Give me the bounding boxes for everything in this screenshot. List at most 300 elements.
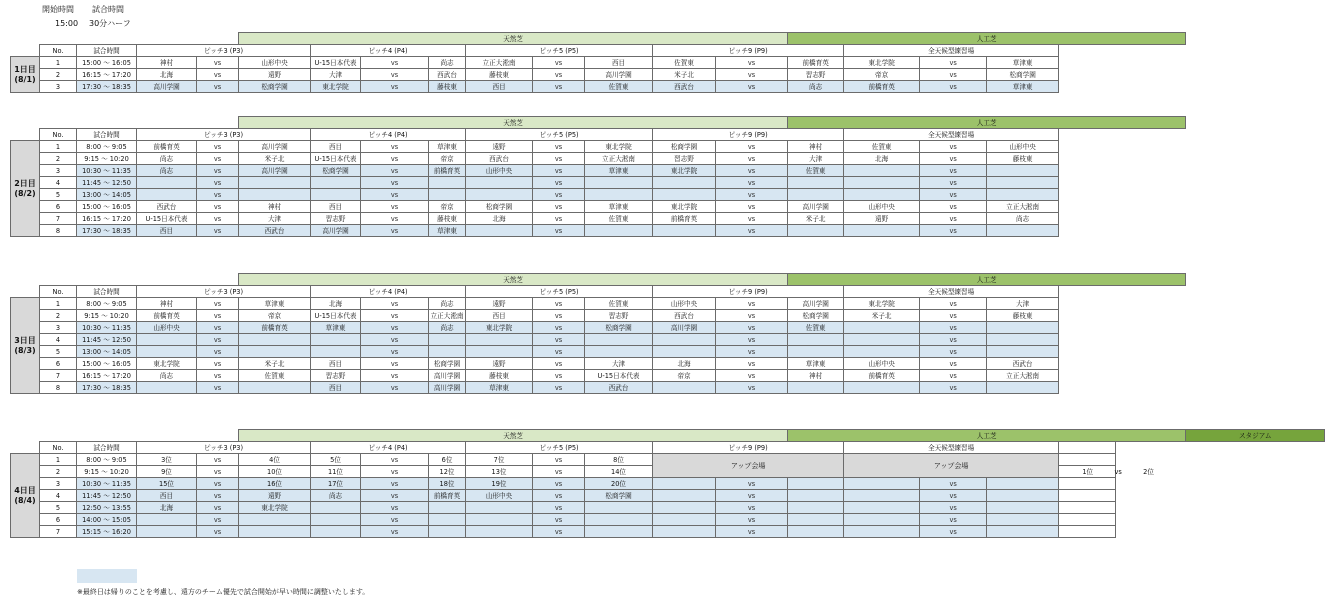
away-team: 18位 [429,478,466,490]
away-team [987,382,1059,394]
away-team: 大津 [788,153,844,165]
vs-label: vs [920,478,987,490]
away-team: 東北学院 [585,141,653,153]
pitch-header: ピッチ3 (P3) [137,442,311,454]
vs-label: vs [716,370,788,382]
away-team: 藤枝東 [987,310,1059,322]
home-team: 5位 [311,454,361,466]
blank-cell [11,45,40,57]
home-team [653,382,716,394]
home-team: 西目 [311,141,361,153]
match-no: 6 [40,514,77,526]
away-team: U-15日本代表 [585,370,653,382]
away-team [987,526,1059,538]
time-header: 試合時間 [77,442,137,454]
away-team [585,346,653,358]
stadium-empty [1059,478,1116,490]
day-label [11,454,40,538]
away-team [239,189,311,201]
away-team: 松商学園 [239,81,311,93]
match-time: 13:00 ～ 14:05 [77,346,137,358]
away-team: 山形中央 [239,57,311,69]
vs-label: vs [920,201,987,213]
away-team: 前橋育英 [239,322,311,334]
home-team [653,177,716,189]
vs-label: vs [716,298,788,310]
vs-label: vs [716,526,788,538]
vs-label: vs [716,346,788,358]
vs-label: vs [533,322,585,334]
final-vs: vs [1114,467,1122,476]
match-time: 15:00 ～ 16:05 [77,57,137,69]
away-team [987,346,1059,358]
away-team: 西武台 [239,225,311,237]
vs-label: vs [533,310,585,322]
away-team [429,502,466,514]
blank-cell [11,430,77,442]
vs-label: vs [533,81,585,93]
away-team: 12位 [429,466,466,478]
day-date: (8/3) [14,345,36,355]
match-time: 8:00 ～ 9:05 [77,141,137,153]
away-team: 帝京 [429,153,466,165]
home-team: 北海 [466,213,533,225]
away-team: 松商学園 [429,358,466,370]
vs-label: vs [361,298,429,310]
vs-label: vs [197,370,239,382]
home-team: 山形中央 [466,165,533,177]
away-team [585,502,653,514]
day-number: 2日目 [14,178,36,188]
home-team [844,514,920,526]
pitch-header: ピッチ9 (P9) [653,286,844,298]
away-team: 4位 [239,454,311,466]
away-team: 前橋育英 [429,490,466,502]
match-time: 14:00 ～ 15:05 [77,514,137,526]
home-team: 東北学院 [137,358,197,370]
home-team [653,502,716,514]
home-team: 13位 [466,466,533,478]
home-team: 高川学園 [653,322,716,334]
away-team: 20位 [585,478,653,490]
home-team: 17位 [311,478,361,490]
away-team: 松商学園 [788,310,844,322]
stadium-subheader [1059,442,1116,454]
away-team: 草津東 [429,141,466,153]
away-team: 遠野 [239,69,311,81]
away-team: 草津東 [585,165,653,177]
vs-label: vs [716,81,788,93]
away-team: 大津 [987,298,1059,310]
home-team: 東北学院 [653,165,716,177]
pitch-header: ピッチ4 (P4) [311,442,466,454]
vs-label: vs [361,490,429,502]
vs-label: vs [361,81,429,93]
match-no: 1 [40,298,77,310]
match-time: 17:30 ～ 18:35 [77,225,137,237]
blank-cell [77,117,239,129]
home-team: 習志野 [311,370,361,382]
home-team [137,346,197,358]
start-time-label: 開始時間 [42,5,74,14]
day-number: 3日目 [14,335,36,345]
home-team [466,514,533,526]
vs-label: vs [920,225,987,237]
away-team: 佐賀東 [239,370,311,382]
vs-label: vs [533,177,585,189]
vs-label: vs [361,213,429,225]
pitch-header: ピッチ4 (P4) [311,129,466,141]
schedule-row [11,165,1186,177]
vs-label: vs [716,153,788,165]
match-time: 9:15 ～ 10:20 [77,310,137,322]
schedule-row [11,213,1186,225]
home-team: 帝京 [844,69,920,81]
schedule-row [11,177,1186,189]
vs-label: vs [533,225,585,237]
home-team [137,382,197,394]
away-team [585,225,653,237]
match-time: 15:00 ～ 16:05 [77,358,137,370]
home-team: 9位 [137,466,197,478]
day-number: 4日目 [14,485,36,495]
home-team: 松商学園 [311,165,361,177]
vs-label: vs [716,165,788,177]
vs-label: vs [361,69,429,81]
match-no: 2 [40,310,77,322]
vs-label: vs [716,225,788,237]
vs-label: vs [197,466,239,478]
home-team: 米子北 [653,69,716,81]
stadium-final-match [1059,466,1154,478]
home-team: 前橋育英 [653,213,716,225]
pitch-header: ピッチ9 (P9) [653,129,844,141]
vs-label: vs [361,370,429,382]
time-header: 試合時間 [77,286,137,298]
home-team: 佐賀東 [653,57,716,69]
vs-label: vs [920,382,987,394]
schedule-row [11,454,1325,466]
away-team [429,334,466,346]
home-team: 山形中央 [844,358,920,370]
home-team: 神村 [137,298,197,310]
home-team: U-15日本代表 [311,310,361,322]
vs-label: vs [197,322,239,334]
vs-label: vs [533,454,585,466]
footnote: ※最終日は帰りのことを考慮し、遠方のチーム優先で試合開始が早い時間に調整いたします。 [77,588,370,596]
away-team: 前橋育英 [429,165,466,177]
vs-label: vs [197,153,239,165]
vs-label: vs [533,346,585,358]
start-time-value: 15:00 [55,19,79,28]
match-time: 10:30 ～ 11:35 [77,322,137,334]
away-team: 草津東 [585,201,653,213]
schedule-row [11,153,1186,165]
home-team: 尚志 [137,153,197,165]
pitch-header: ピッチ5 (P5) [466,442,653,454]
vs-label: vs [197,298,239,310]
vs-label: vs [197,141,239,153]
away-team [585,177,653,189]
away-team: 立正大淞南 [987,201,1059,213]
home-team [653,225,716,237]
home-team: 藤枝東 [466,370,533,382]
vs-label: vs [361,466,429,478]
vs-label: vs [197,57,239,69]
home-team [311,189,361,201]
away-team [788,334,844,346]
away-team: 尚志 [429,298,466,310]
away-team [239,177,311,189]
vs-label: vs [361,310,429,322]
home-team [653,189,716,201]
away-team: 西目 [585,57,653,69]
home-team: 西武台 [653,81,716,93]
pitch-header: 全天候型練習場 [844,286,1059,298]
away-team: 帝京 [429,201,466,213]
home-team: 習志野 [311,213,361,225]
blank-cell [11,274,77,286]
stadium-empty [1059,454,1116,466]
home-team [844,189,920,201]
away-team [788,526,844,538]
match-no: 1 [40,141,77,153]
vs-label: vs [716,141,788,153]
match-no: 7 [40,526,77,538]
match-time: 13:00 ～ 14:05 [77,189,137,201]
home-team: 3位 [137,454,197,466]
final-away: 2位 [1143,467,1154,476]
home-team: 大津 [311,69,361,81]
away-team: 佐賀東 [788,165,844,177]
home-team: 尚志 [137,165,197,177]
home-team: 高川学園 [137,81,197,93]
day-label [11,57,40,93]
home-team: 前橋育英 [137,141,197,153]
home-team: 19位 [466,478,533,490]
vs-label: vs [920,81,987,93]
away-team: 草津東 [987,57,1059,69]
pitch-header: ピッチ3 (P3) [137,129,311,141]
no-header: No. [40,442,77,454]
away-team [585,514,653,526]
away-team: 14位 [585,466,653,478]
home-team [311,346,361,358]
match-time: 10:30 ～ 11:35 [77,478,137,490]
away-team: 松商学園 [585,490,653,502]
vs-label: vs [197,358,239,370]
vs-label: vs [197,382,239,394]
schedule-row [11,346,1186,358]
vs-label: vs [920,213,987,225]
vs-label: vs [197,213,239,225]
home-team: 7位 [466,454,533,466]
pitch-header: ピッチ9 (P9) [653,45,844,57]
away-team: 高川学園 [429,370,466,382]
home-team [653,526,716,538]
home-team: 北海 [844,153,920,165]
away-team [788,382,844,394]
vs-label: vs [361,165,429,177]
vs-label: vs [716,490,788,502]
away-team: 8位 [585,454,653,466]
day-date: (8/2) [14,188,36,198]
home-team: 西目 [311,358,361,370]
away-team: 佐賀東 [585,298,653,310]
match-no: 2 [40,69,77,81]
away-team [788,502,844,514]
home-team [137,514,197,526]
away-team [987,225,1059,237]
vs-label: vs [716,358,788,370]
vs-label: vs [920,346,987,358]
home-team [844,165,920,177]
vs-label: vs [920,153,987,165]
home-team: 立正大淞南 [466,57,533,69]
home-team [311,177,361,189]
away-team: 草津東 [239,298,311,310]
vs-label: vs [533,502,585,514]
away-team: 16位 [239,478,311,490]
vs-label: vs [920,358,987,370]
home-team [844,502,920,514]
home-team: 前橋育英 [844,81,920,93]
home-team: 北海 [137,502,197,514]
away-team: 大津 [239,213,311,225]
vs-label: vs [920,370,987,382]
natural-grass-header: 天然芝 [239,117,788,129]
vs-label: vs [716,201,788,213]
home-team [653,346,716,358]
vs-label: vs [197,201,239,213]
schedule-row [11,81,1186,93]
away-team [987,165,1059,177]
match-time: 16:15 ～ 17:20 [77,69,137,81]
vs-label: vs [533,490,585,502]
match-time: 11:45 ～ 12:50 [77,490,137,502]
vs-label: vs [716,310,788,322]
away-team [239,382,311,394]
away-team: 神村 [788,141,844,153]
away-team: 米子北 [239,153,311,165]
warmup-area-p9: アップ会場 [653,454,844,478]
vs-label: vs [920,165,987,177]
vs-label: vs [197,346,239,358]
away-team: 佐賀東 [585,213,653,225]
pitch-header: ピッチ3 (P3) [137,45,311,57]
pitch-header: 全天候型練習場 [844,45,1059,57]
home-team: 高川学園 [311,225,361,237]
vs-label: vs [716,478,788,490]
home-team [311,514,361,526]
away-team [987,177,1059,189]
home-team: 山形中央 [137,322,197,334]
vs-label: vs [197,310,239,322]
away-team [987,322,1059,334]
vs-label: vs [361,201,429,213]
home-team: 前橋育英 [137,310,197,322]
schedule-row [11,57,1186,69]
away-team [239,346,311,358]
away-team [429,526,466,538]
no-header: No. [40,129,77,141]
home-team: 西目 [311,382,361,394]
duration-value: 30分ハーフ [89,19,131,28]
match-time: 8:00 ～ 9:05 [77,298,137,310]
away-team: 佐賀東 [788,322,844,334]
vs-label: vs [533,526,585,538]
away-team [987,478,1059,490]
vs-label: vs [533,334,585,346]
warmup-area-indoor: アップ会場 [844,454,1059,478]
away-team: 高川学園 [788,298,844,310]
vs-label: vs [920,322,987,334]
home-team [466,526,533,538]
match-no: 5 [40,346,77,358]
away-team [987,490,1059,502]
away-team [788,478,844,490]
stadium-empty [1059,490,1116,502]
vs-label: vs [361,454,429,466]
schedule-row [11,370,1186,382]
home-team: 東北学院 [844,298,920,310]
match-no: 1 [40,57,77,69]
home-team [137,526,197,538]
home-team: 尚志 [311,490,361,502]
match-time: 9:15 ～ 10:20 [77,466,137,478]
away-team: 草津東 [429,225,466,237]
away-team [788,490,844,502]
vs-label: vs [920,177,987,189]
home-team [466,225,533,237]
vs-label: vs [716,514,788,526]
home-team: 山形中央 [653,298,716,310]
vs-label: vs [361,526,429,538]
home-team: 西目 [137,490,197,502]
away-team: 藤枝東 [987,153,1059,165]
schedule-row [11,201,1186,213]
away-team: 帝京 [239,310,311,322]
away-team [788,177,844,189]
away-team: 前橋育英 [788,57,844,69]
away-team: 松商学園 [987,69,1059,81]
home-team [466,177,533,189]
vs-label: vs [920,189,987,201]
home-team: 東北学院 [466,322,533,334]
schedule-row [11,322,1186,334]
match-no: 2 [40,466,77,478]
vs-label: vs [197,334,239,346]
schedule-table-day-4 [10,429,1325,538]
natural-grass-header: 天然芝 [239,274,788,286]
match-time: 15:15 ～ 16:20 [77,526,137,538]
match-no: 7 [40,370,77,382]
schedule-table-day-1 [10,32,1186,93]
away-team: 6位 [429,454,466,466]
match-no: 5 [40,189,77,201]
away-team: 西武台 [429,69,466,81]
vs-label: vs [361,189,429,201]
artificial-turf-header: 人工芝 [788,33,1186,45]
home-team: 草津東 [466,382,533,394]
stadium-empty [1059,514,1116,526]
vs-label: vs [920,502,987,514]
away-team: 高川学園 [239,141,311,153]
final-home: 1位 [1082,467,1094,476]
away-team: 習志野 [788,69,844,81]
time-header: 試合時間 [77,129,137,141]
home-team: 尚志 [137,370,197,382]
